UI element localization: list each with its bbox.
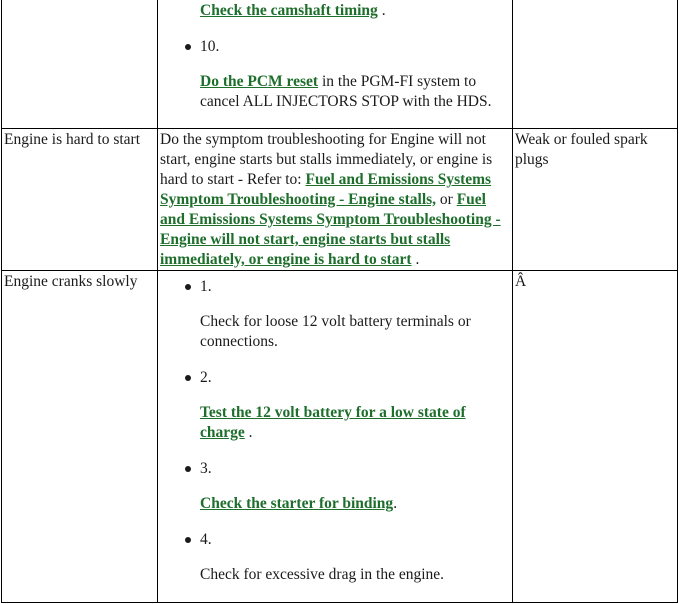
symptom-cell [2,129,158,271]
step-text: Check the camshaft timing . [200,2,386,19]
step-number: 2. [200,369,212,386]
step-text: Check the starter for binding. [200,495,398,512]
test-battery-link[interactable]: Test the 12 volt battery for a low state of charge [200,404,466,441]
step-list [160,37,511,112]
cause-text: Â [515,273,527,290]
bullet-icon [185,375,191,381]
step-text: Test the 12 volt battery for a low state of charge . [200,404,466,441]
diagnosis-cell [158,271,513,603]
table-row [2,0,678,129]
bullet-icon [185,44,191,50]
list-item [200,277,511,352]
step-text: Do the PCM reset in the PGM-FI system to cancel ALL INJECTORS STOP with the HDS. [200,73,492,110]
troubleshooting-table [1,0,678,603]
table-row [2,129,678,271]
symptom-text: Engine is hard to start [4,131,141,148]
bullet-icon [185,284,191,290]
cause-cell [513,0,678,129]
symptom-text: Engine cranks slowly [4,273,138,290]
symptom-cell [2,271,158,603]
cause-text: Weak or fouled spark plugs [515,131,648,168]
step-list [160,277,511,585]
bullet-icon [185,537,191,543]
diagnosis-text: Do the symptom troubleshooting for Engine will not start, engine starts but stalls immediately, or engine is hard to start - Refer to: [160,131,493,188]
step-number: 4. [200,531,212,548]
step-text: Check for excessive drag in the engine. [200,566,445,583]
list-item [200,368,511,443]
step-number: 1. [200,278,212,295]
bullet-icon [185,466,191,472]
engine-stalls-link[interactable]: Fuel and Emissions Systems Symptom Troubleshooting - Engine stalls, [160,171,492,208]
cause-cell [513,271,678,603]
list-item [200,37,511,112]
table-row [2,271,678,603]
diagnosis-cell: Do the symptom troubleshooting for Engine will not start, engine starts but stalls immediately, or engine is hard to start - Refer to: Fuel and Emissions Systems Symptom Troubleshooting - Engine stalls, or Fuel and Emissions Systems Symptom Troubleshooting - Engine will not start, engine starts but stalls immediately, or engine is hard to start . [158,129,513,271]
check-starter-link[interactable]: Check the starter for binding [200,495,394,512]
step-text: Check for loose 12 volt battery terminals or connections. [200,313,471,350]
list-item [200,530,511,585]
symptom-cell [2,0,158,129]
engine-will-not-start-link[interactable]: Fuel and Emissions Systems Symptom Troubleshooting - Engine will not start, engine starts but stalls immediately, or engine is hard to start [160,191,501,268]
step-number: 10. [200,38,220,55]
check-camshaft-timing-link[interactable]: Check the camshaft timing [200,2,378,19]
list-item [200,459,511,514]
pcm-reset-link[interactable]: Do the PCM reset [200,73,319,90]
cause-cell [513,129,678,271]
diagnosis-cell [158,0,513,129]
step-number: 3. [200,460,212,477]
